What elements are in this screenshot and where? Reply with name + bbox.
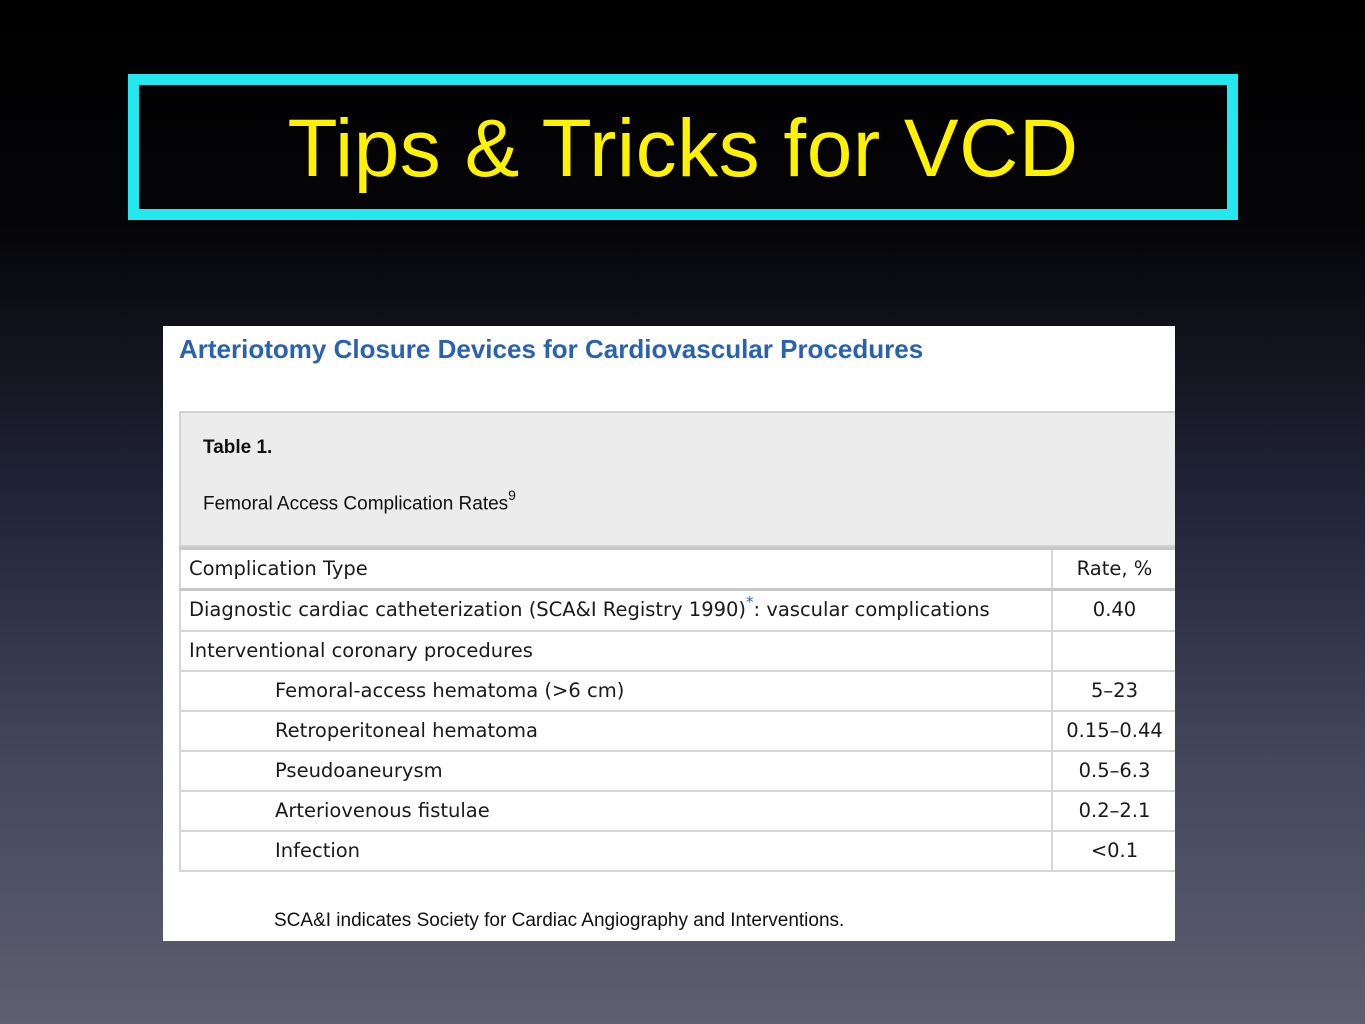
table-label: Table 1. (203, 437, 273, 458)
complication-table (179, 547, 1175, 872)
row-type-text-continued: : vascular complications (753, 598, 990, 621)
table-footnote: SCA&I indicates Society for Cardiac Angiography and Interventions. (274, 910, 845, 931)
table-caption (179, 411, 1175, 547)
table-row (180, 711, 1175, 751)
slide-title-box (128, 74, 1238, 220)
row-rate: 0.5–6.3 (1052, 751, 1175, 791)
table-title (203, 489, 516, 515)
slide-title: Tips & Tricks for VCD (287, 103, 1079, 194)
row-rate: 0.40 (1052, 590, 1175, 632)
table-row (180, 590, 1175, 632)
table-row (180, 791, 1175, 831)
row-rate: 0.2–2.1 (1052, 791, 1175, 831)
row-rate: 0.15–0.44 (1052, 711, 1175, 751)
row-type (180, 590, 1052, 632)
row-type: Pseudoaneurysm (180, 751, 1052, 791)
table-row (180, 671, 1175, 711)
row-type: Interventional coronary procedures (180, 631, 1052, 671)
row-type: Retroperitoneal hematoma (180, 711, 1052, 751)
table-row (180, 631, 1175, 671)
row-type: Femoral-access hematoma (>6 cm) (180, 671, 1052, 711)
row-type-text: Diagnostic cardiac catheterization (SCA&I Registry 1990) (189, 598, 747, 621)
table-row (180, 831, 1175, 871)
table-title-text: Femoral Access Complication Rates (203, 493, 509, 515)
header-complication-type: Complication Type (180, 549, 1052, 590)
table-header-row (180, 549, 1175, 590)
row-rate (1052, 631, 1175, 671)
table-title-reference: 9 (508, 487, 516, 503)
header-rate: Rate, % (1052, 549, 1175, 590)
row-type: Infection (180, 831, 1052, 871)
footnote-marker-link[interactable]: * (746, 593, 754, 611)
table-row (180, 751, 1175, 791)
row-rate: 5–23 (1052, 671, 1175, 711)
row-rate: <0.1 (1052, 831, 1175, 871)
row-type: Arteriovenous fistulae (180, 791, 1052, 831)
article-screenshot (163, 326, 1175, 941)
article-title: Arteriotomy Closure Devices for Cardiovascular Procedures (179, 334, 924, 364)
